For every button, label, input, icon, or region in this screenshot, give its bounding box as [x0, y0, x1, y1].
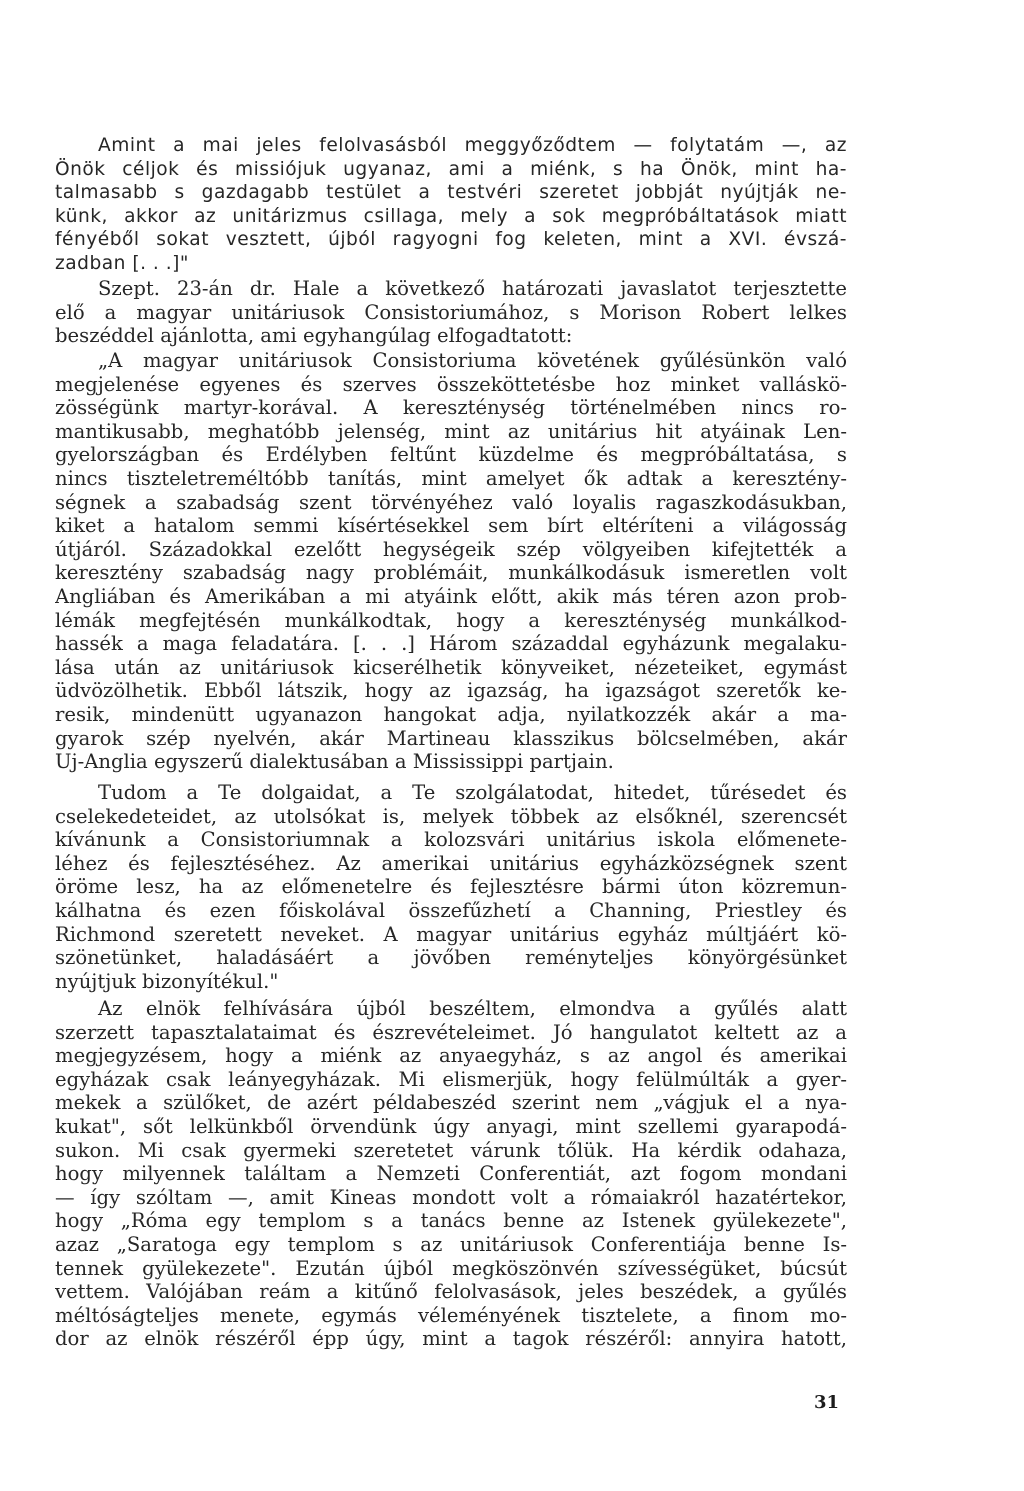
text-line: hogy „Róma egy templom s a tanács benne az Istenek gyülekezete",	[55, 1209, 847, 1233]
text-line: Uj-Anglia egyszerű dialektusában a Mississippi partjain.	[55, 750, 614, 774]
text-line: sukon. Mi csak gyermeki szeretetet várunk tőlük. Ha kérdik odahaza,	[55, 1138, 847, 1162]
paragraph-4	[55, 781, 847, 993]
text-line: hassék a maga feladatára. [. . .] Három századdal egyházunk megalaku-	[55, 632, 847, 656]
text-line: méltóságteljes menete, egymás véleményének tisztelete, a finom mo-	[55, 1303, 847, 1327]
text-line: keresztény szabadság nagy problémáit, munkálkodásuk ismeretlen volt	[55, 561, 847, 585]
text-line: ségnek a szabadság szent törvényéhez való loyalis ragaszkodásukban,	[55, 490, 847, 514]
text-line: vettem. Valójában reám a kitűnő felolvasások, jeles beszédek, a gyűlés	[55, 1280, 847, 1304]
text-line: gyelországban és Erdélyben feltűnt küzdelme és megpróbáltatása, s	[55, 443, 847, 467]
text-line: Richmond szeretett neveket. A magyar unitárius egyház múltjáért kö-	[55, 922, 847, 946]
text-line: cselekedeteidet, az utolsókat is, melyek többek az elsőknél, szerencsét	[55, 804, 847, 828]
text-line: üdvözölhetik. Ebből látszik, hogy az igazság, ha igazságot szeretők ke-	[55, 679, 847, 703]
text-line: azaz „Saratoga egy templom s az unitáriusok Conferentiája benne Is-	[55, 1232, 847, 1256]
text-line: gyarok szép nyelvén, akár Martineau klasszikus bölcselmében, akár	[55, 726, 847, 750]
paragraph-1	[55, 134, 847, 276]
text-line: tennek gyülekezete". Ezután újból megköszönvén szívességüket, búcsút	[55, 1256, 847, 1280]
text-line: egyházak csak leányegyházak. Mi elismerjük, hogy felülmúlták a gyer-	[55, 1067, 847, 1091]
text-line: Angliában és Amerikában a mi atyáink előtt, akik más téren azon prob-	[55, 584, 847, 608]
text-line: dor az elnök részéről épp úgy, mint a tagok részéről: annyira hatott,	[55, 1327, 847, 1351]
text-line: megjelenése egyenes és szerves összeköttetésbe hoz minket valláskö-	[55, 372, 847, 396]
text-line: mekek a szülőket, de azért példabeszéd szerint nem „vágjuk el a nya-	[55, 1091, 847, 1115]
paragraph-5	[55, 997, 847, 1351]
text-line: kálhatna és ezen főiskolával összefűzhetí a Channing, Priestley és	[55, 898, 847, 922]
paragraph-2	[55, 277, 847, 348]
text-line: megjegyzésem, hogy a miénk az anyaegyház, s az angol és amerikai	[55, 1044, 847, 1068]
text-line: fényéből sokat vesztett, újból ragyogni fog keleten, mint a XVI. évszá-	[55, 229, 847, 251]
text-line: szönetünket, haladásáért a jövőben reményteljes könyörgésünket	[55, 946, 847, 970]
text-line: künk, akkor az unitárizmus csillaga, mely a sok megpróbáltatások miatt	[55, 205, 847, 227]
text-line: Tudom a Te dolgaidat, a Te szolgálatodat, hitedet, tűrésedet és	[98, 781, 847, 804]
text-line: Amint a mai jeles felolvasásból meggyőződtem — folytatám —, az	[98, 135, 847, 156]
text-line: nyújtjuk bizonyítékul."	[55, 969, 279, 993]
text-line: léhez és fejlesztéséhez. Az amerikai unitárius egyházközségnek szent	[55, 851, 847, 875]
text-line: Az elnök felhívására újból beszéltem, elmondva a gyűlés alatt	[98, 997, 847, 1020]
text-line: — így szóltam —, amit Kineas mondott volt a rómaiakról hazatértekor,	[55, 1185, 847, 1209]
text-line: talmasabb s gazdagabb testület a testvéri szeretet jobbját nyújtják ne-	[55, 182, 847, 204]
text-line: szerzett tapasztalataimat és észrevételeimet. Jó hangulatot keltett az a	[55, 1020, 847, 1044]
paragraph-3-resolution	[55, 349, 847, 774]
text-line: beszéddel ajánlotta, ami egyhangúlag elfogadtatott:	[55, 324, 573, 348]
text-line: lása után az unitáriusok kicserélhetik könyveiket, nézeteiket, egymást	[55, 655, 847, 679]
text-line: hogy milyennek találtam a Nemzeti Conferentiát, azt fogom mondani	[55, 1162, 847, 1186]
text-line: kívánunk a Consistoriumnak a kolozsvári unitárius iskola előmenete-	[55, 828, 847, 852]
text-line: Önök céljok és missiójuk ugyanaz, ami a miénk, s ha Önök, mint ha-	[55, 158, 847, 180]
text-line: kiket a hatalom semmi kísértésekkel sem bírt eltéríteni a világosság	[55, 514, 847, 538]
text-line: zadban [. . .]"	[55, 252, 189, 274]
page-number: 31	[814, 1392, 840, 1413]
text-line: resik, mindenütt ugyanazon hangokat adja, nyilatkozzék akár a ma-	[55, 702, 847, 726]
text-line: öröme lesz, ha az előmenetelre és fejlesztésre bármi úton közremun-	[55, 875, 847, 899]
text-line: kukat", sőt lelkünkből örvendünk úgy anyagi, mint szellemi gyarapodá-	[55, 1114, 847, 1138]
text-line: „A magyar unitáriusok Consistoriuma követének gyűlésünkön való	[98, 349, 847, 372]
text-line: zösségünk martyr-korával. A kereszténység történelmében nincs ro-	[55, 396, 847, 420]
text-line: mantikusabb, meghatóbb jelenség, mint az unitárius hit atyáinak Len-	[55, 419, 847, 443]
text-line: elő a magyar unitáriusok Consistoriumához, s Morison Robert lelkes	[55, 300, 847, 324]
text-line: Szept. 23-án dr. Hale a következő határozati javaslatot terjesztette	[98, 277, 847, 300]
text-line: nincs tiszteletreméltóbb tanítás, mint amelyet ők adtak a keresztény-	[55, 466, 847, 490]
text-line: lémák megfejtésén munkálkodtak, hogy a kereszténység munkálkod-	[55, 608, 847, 632]
text-line: útjáról. Századokkal ezelőtt hegységeik szép völgyeiben kifejtették a	[55, 537, 847, 561]
